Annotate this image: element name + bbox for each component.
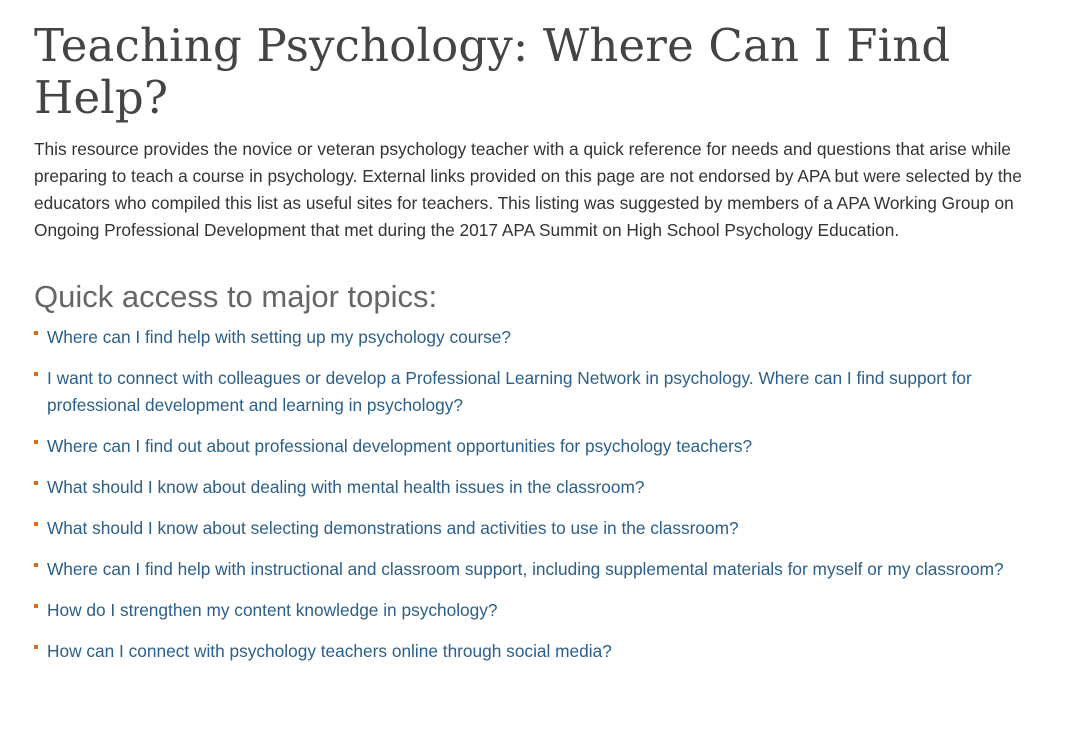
topic-item-social-media [34, 638, 1044, 665]
square-bullet-icon [34, 645, 38, 649]
topic-item-demonstrations [34, 515, 1044, 542]
topic-link-mental-health[interactable]: What should I know about dealing with mental health issues in the classroom? [47, 477, 645, 497]
square-bullet-icon [34, 522, 38, 526]
square-bullet-icon [34, 440, 38, 444]
topic-item-instructional-support [34, 556, 1044, 583]
topic-link-course-setup[interactable]: Where can I find help with setting up my psychology course? [47, 327, 511, 347]
square-bullet-icon [34, 604, 38, 608]
topic-link-colleagues-network[interactable]: I want to connect with colleagues or develop a Professional Learning Network in psychology. Where can I find support for professional development and learning in psychology? [47, 368, 972, 415]
topic-link-pd-opportunities[interactable]: Where can I find out about professional development opportunities for psychology teachers? [47, 436, 753, 456]
topic-item-pd-opportunities [34, 433, 1044, 460]
intro-paragraph: This resource provides the novice or veteran psychology teacher with a quick reference for needs and questions that arise while preparing to teach a course in psychology. External links provided on this page are not endorsed by APA but were selected by the educators who compiled this list as useful sites for teachers. This listing was suggested by members of a APA Working Group on Ongoing Professional Development that met during the 2017 APA Summit on High School Psychology Education. [34, 139, 1022, 240]
square-bullet-icon [34, 481, 38, 485]
square-bullet-icon [34, 331, 38, 335]
topic-link-instructional-support[interactable]: Where can I find help with instructional and classroom support, including supplemental materials for myself or my classroom? [47, 559, 1004, 579]
topic-list [34, 324, 1044, 665]
quick-access-heading: Quick access to major topics: [34, 279, 438, 314]
topic-link-demonstrations[interactable]: What should I know about selecting demonstrations and activities to use in the classroom? [47, 518, 739, 538]
topic-item-course-setup [34, 324, 1044, 351]
square-bullet-icon [34, 372, 38, 376]
page-title: Teaching Psychology: Where Can I Find Help? [34, 19, 951, 124]
topic-item-content-knowledge [34, 597, 1044, 624]
topic-link-content-knowledge[interactable]: How do I strengthen my content knowledge in psychology? [47, 600, 498, 620]
topic-link-social-media[interactable]: How can I connect with psychology teachers online through social media? [47, 641, 612, 661]
topic-item-mental-health [34, 474, 1044, 501]
topic-item-colleagues-network [34, 365, 1044, 419]
square-bullet-icon [34, 563, 38, 567]
